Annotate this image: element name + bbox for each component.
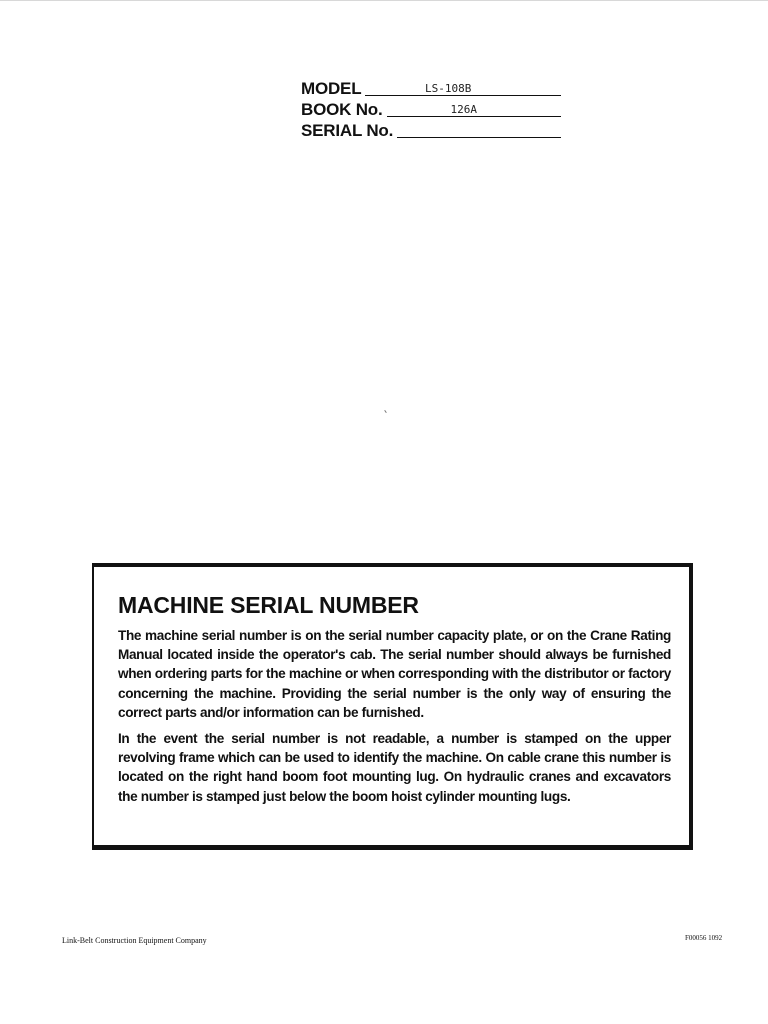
serial-number-blank [397,121,561,138]
scan-speck [384,410,387,413]
model-label: MODEL [301,79,362,98]
serial-number-notice [92,563,693,850]
book-number-label: BOOK No. [301,100,383,119]
model-field [301,78,561,99]
model-value: LS-108B [425,82,472,95]
model-blank [365,79,561,96]
book-number-field [301,99,561,120]
book-number-blank [387,100,561,117]
identification-fields [301,78,561,141]
page-top-edge [0,0,768,1]
book-number-value: 126A [450,103,477,116]
serial-number-field [301,120,561,141]
serial-number-label: SERIAL No. [301,121,394,140]
footer-company-name: Link-Belt Construction Equipment Company [62,936,207,945]
notice-paragraph-location: The machine serial number is on the serial number capacity plate, or on the Crane Rating Manual located inside the operator's cab. The serial number should always be furnished when ordering parts for the machine or when corresponding with the distributor or factory concerning the machine. Providing the serial number is the only way of ensuring the correct parts and/or information can be furnished. [118,628,671,720]
notice-paragraph-stamped-number: In the event the serial number is not readable, a number is stamped on the upper revolving frame which can be used to identify the machine. On cable crane this number is located on the right hand boom foot mounting lug. On hydraulic cranes and excavators the number is stamped just below the boom hoist cylinder mounting lugs. [118,731,671,804]
notice-heading: MACHINE SERIAL NUMBER [118,592,419,618]
footer-form-code: F00056 1092 [685,934,723,942]
